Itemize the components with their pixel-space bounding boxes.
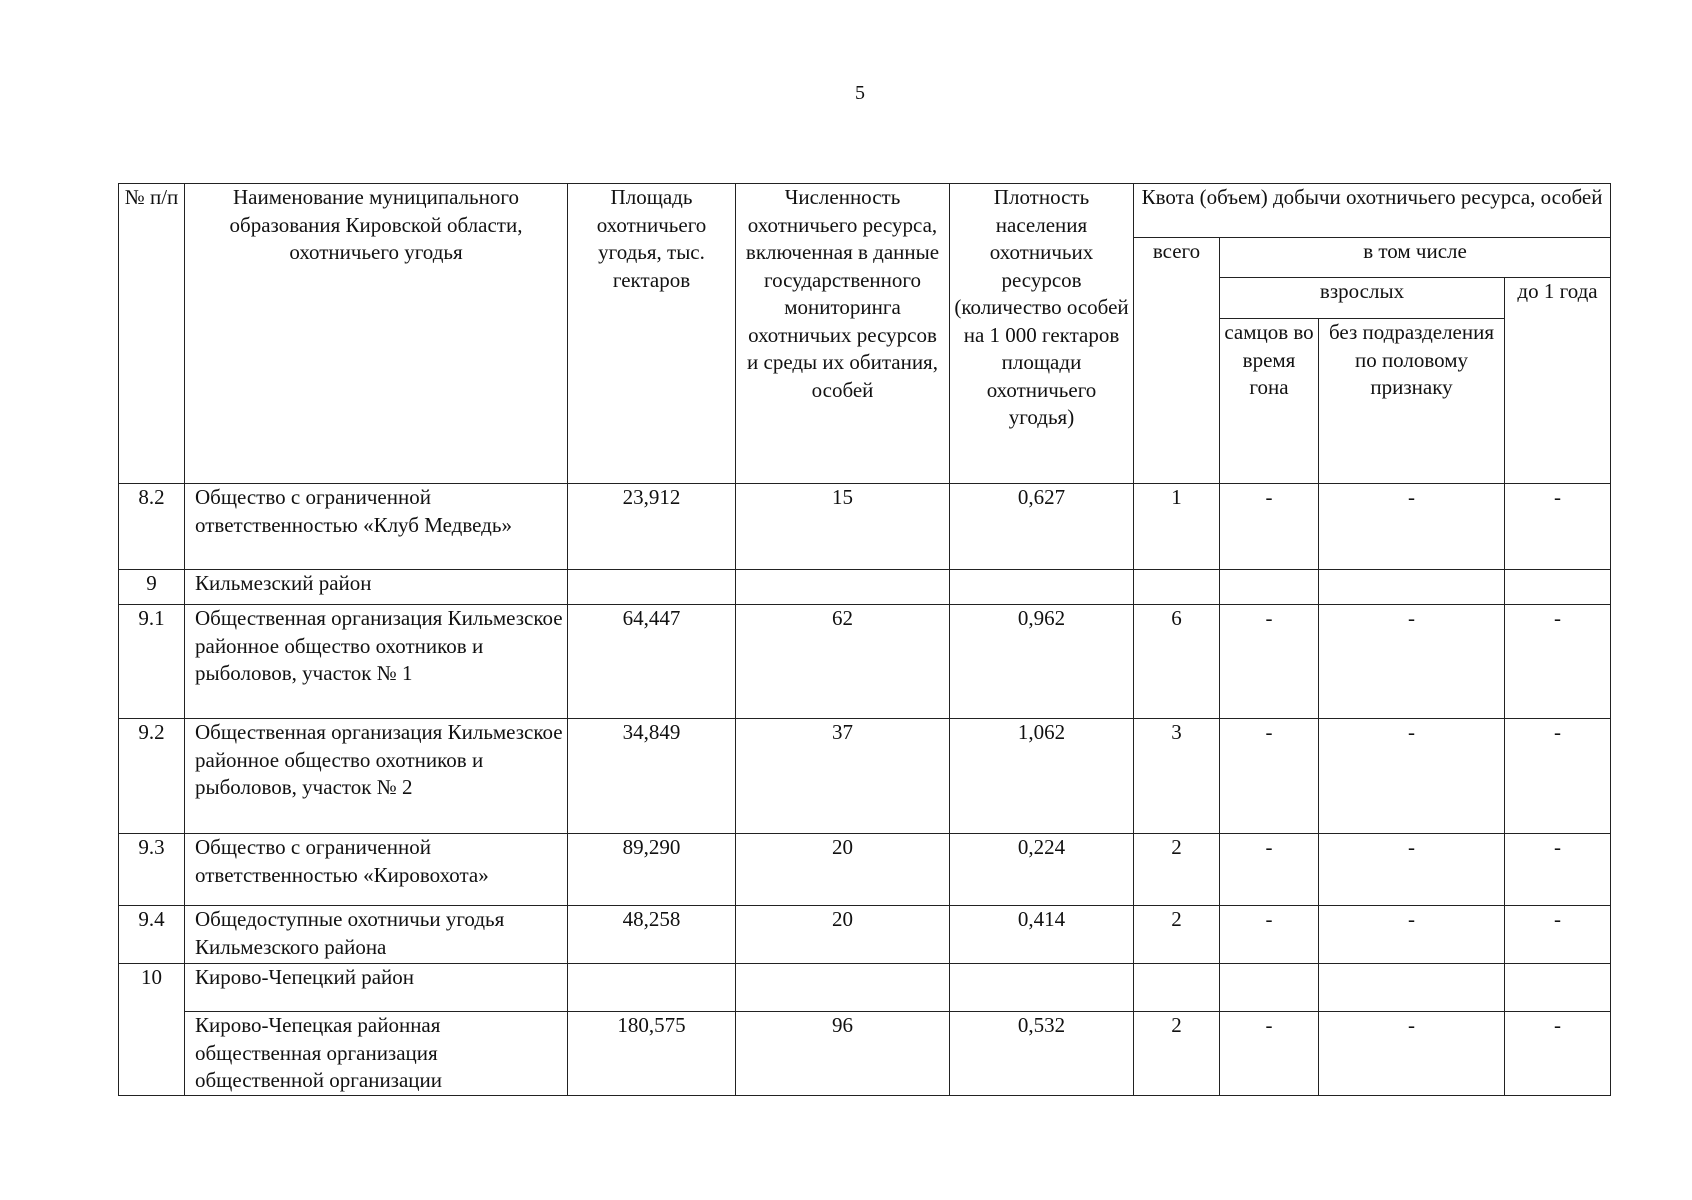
cell-num: 9.1 bbox=[119, 605, 185, 719]
cell-population: 20 bbox=[736, 906, 950, 964]
cell-nosex bbox=[1319, 964, 1505, 1012]
header-total: всего bbox=[1134, 238, 1220, 484]
cell-males: - bbox=[1220, 484, 1319, 570]
cell-under1 bbox=[1505, 570, 1611, 605]
cell-nosex bbox=[1319, 570, 1505, 605]
cell-males: - bbox=[1220, 605, 1319, 719]
cell-density bbox=[950, 570, 1134, 605]
cell-density bbox=[950, 964, 1134, 1012]
cell-population: 20 bbox=[736, 834, 950, 906]
page-number: 5 bbox=[855, 82, 865, 104]
table-body bbox=[119, 484, 1611, 1096]
header-under-one: до 1 года bbox=[1505, 278, 1611, 484]
header-including: в том числе bbox=[1220, 238, 1611, 278]
cell-population: 96 bbox=[736, 1012, 950, 1096]
cell-area: 48,258 bbox=[568, 906, 736, 964]
table-row bbox=[119, 484, 1611, 570]
table-row bbox=[119, 964, 1611, 1012]
cell-name: Общество с ограниченной ответственностью «Кировохота» bbox=[185, 834, 568, 906]
cell-name: Общественная организация Кильмезское районное общество охотников и рыболовов, участок № 1 bbox=[185, 605, 568, 719]
cell-area bbox=[568, 964, 736, 1012]
cell-nosex: - bbox=[1319, 719, 1505, 834]
table-row bbox=[119, 1012, 1611, 1096]
cell-area: 89,290 bbox=[568, 834, 736, 906]
header-adults: взрослых bbox=[1220, 278, 1505, 319]
table-row bbox=[119, 605, 1611, 719]
cell-males: - bbox=[1220, 906, 1319, 964]
cell-num: 9.4 bbox=[119, 906, 185, 964]
cell-area: 180,575 bbox=[568, 1012, 736, 1096]
cell-num: 10 bbox=[119, 964, 185, 1096]
cell-density: 0,224 bbox=[950, 834, 1134, 906]
cell-density: 0,627 bbox=[950, 484, 1134, 570]
cell-males: - bbox=[1220, 719, 1319, 834]
cell-name: Общедоступные охотничьи угодья Кильмезского района bbox=[185, 906, 568, 964]
cell-males: - bbox=[1220, 1012, 1319, 1096]
cell-total: 3 bbox=[1134, 719, 1220, 834]
cell-density: 0,962 bbox=[950, 605, 1134, 719]
cell-total: 1 bbox=[1134, 484, 1220, 570]
cell-area: 23,912 bbox=[568, 484, 736, 570]
cell-under1 bbox=[1505, 964, 1611, 1012]
cell-total bbox=[1134, 964, 1220, 1012]
cell-name: Общественная организация Кильмезское районное общество охотников и рыболовов, участок № 2 bbox=[185, 719, 568, 834]
cell-name: Общество с ограниченной ответственностью «Клуб Медведь» bbox=[185, 484, 568, 570]
cell-population: 37 bbox=[736, 719, 950, 834]
quota-table bbox=[118, 183, 1611, 1096]
cell-nosex: - bbox=[1319, 834, 1505, 906]
header-num: № п/п bbox=[119, 184, 185, 484]
cell-area bbox=[568, 570, 736, 605]
cell-under1: - bbox=[1505, 719, 1611, 834]
cell-total: 2 bbox=[1134, 906, 1220, 964]
cell-nosex: - bbox=[1319, 484, 1505, 570]
cell-num: 9.3 bbox=[119, 834, 185, 906]
table-row bbox=[119, 834, 1611, 906]
cell-total: 2 bbox=[1134, 834, 1220, 906]
cell-total bbox=[1134, 570, 1220, 605]
cell-total: 2 bbox=[1134, 1012, 1220, 1096]
cell-population: 15 bbox=[736, 484, 950, 570]
cell-under1: - bbox=[1505, 1012, 1611, 1096]
cell-under1: - bbox=[1505, 906, 1611, 964]
header-population: Численность охотничьего ресурса, включенная в данные государственного мониторинга охотничьих ресурсов и среды их обитания, особей bbox=[736, 184, 950, 484]
cell-name: Кирово-Чепецкая районная общественная организация общественной организации bbox=[185, 1012, 568, 1096]
cell-under1: - bbox=[1505, 834, 1611, 906]
cell-num: 9.2 bbox=[119, 719, 185, 834]
table-row bbox=[119, 570, 1611, 605]
table-header bbox=[119, 184, 1611, 484]
table-row bbox=[119, 719, 1611, 834]
cell-population: 62 bbox=[736, 605, 950, 719]
cell-area: 64,447 bbox=[568, 605, 736, 719]
cell-males bbox=[1220, 964, 1319, 1012]
header-area: Площадь охотничьего угодья, тыс. гектаров bbox=[568, 184, 736, 484]
cell-name: Кильмезский район bbox=[185, 570, 568, 605]
header-name: Наименование муниципального образования Кировской области, охотничьего угодья bbox=[185, 184, 568, 484]
cell-under1: - bbox=[1505, 484, 1611, 570]
cell-density: 0,532 bbox=[950, 1012, 1134, 1096]
header-quota: Квота (объем) добычи охотничьего ресурса, особей bbox=[1134, 184, 1611, 238]
cell-nosex: - bbox=[1319, 906, 1505, 964]
cell-males bbox=[1220, 570, 1319, 605]
header-density: Плотность населения охотничьих ресурсов (количество особей на 1 000 гектаров площади охотничьего угодья) bbox=[950, 184, 1134, 484]
cell-nosex: - bbox=[1319, 1012, 1505, 1096]
table-row bbox=[119, 906, 1611, 964]
header-males-rut: самцов во время гона bbox=[1220, 319, 1319, 484]
header-no-sex: без подразделения по половому признаку bbox=[1319, 319, 1505, 484]
cell-density: 0,414 bbox=[950, 906, 1134, 964]
cell-males: - bbox=[1220, 834, 1319, 906]
cell-area: 34,849 bbox=[568, 719, 736, 834]
cell-name: Кирово-Чепецкий район bbox=[185, 964, 568, 1012]
cell-population bbox=[736, 570, 950, 605]
cell-total: 6 bbox=[1134, 605, 1220, 719]
cell-num: 9 bbox=[119, 570, 185, 605]
cell-under1: - bbox=[1505, 605, 1611, 719]
cell-population bbox=[736, 964, 950, 1012]
cell-num: 8.2 bbox=[119, 484, 185, 570]
cell-nosex: - bbox=[1319, 605, 1505, 719]
cell-density: 1,062 bbox=[950, 719, 1134, 834]
